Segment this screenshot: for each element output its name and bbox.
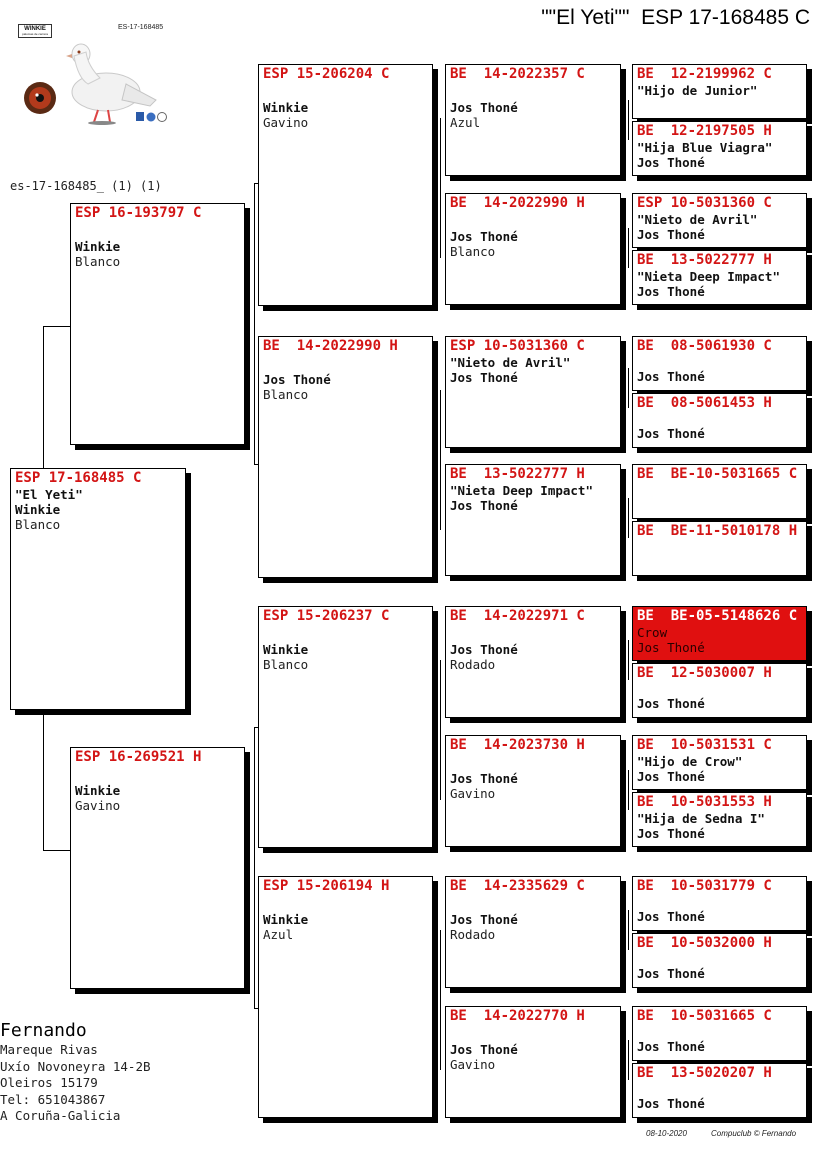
owner-line: Mareque Rivas — [0, 1042, 98, 1057]
ring-number: BE 14-2022971 C — [450, 608, 585, 624]
ring-number: BE 14-2022357 C — [450, 66, 585, 82]
bird-breeder: Winkie — [263, 912, 309, 927]
bird-breeder: Winkie — [15, 502, 61, 517]
bird-card-g5-7[interactable] — [632, 464, 807, 519]
bird-color: Blanco — [263, 657, 309, 672]
ring-number: BE 10-5031779 C — [637, 878, 772, 894]
bird-breeder: Jos Thoné — [450, 100, 518, 115]
bird-nickname: Crow — [637, 625, 668, 640]
bird-card-g5-3[interactable] — [632, 193, 807, 248]
ring-number: BE BE-05-5148626 C — [637, 608, 798, 624]
ring-number: ESP 10-5031360 C — [637, 195, 772, 211]
ring-number: BE 10-5032000 H — [637, 935, 772, 951]
ring-number: BE BE-11-5010178 H — [637, 523, 798, 539]
ring-number: ESP 16-193797 C — [75, 205, 202, 221]
connector-subject-dam — [43, 708, 71, 851]
bird-card-g4-2[interactable] — [445, 193, 621, 305]
bird-breeder: Jos Thoné — [450, 229, 518, 244]
pigeon-photo — [18, 22, 168, 132]
bird-color: Gavino — [450, 786, 496, 801]
owner-line: A Coruña-Galicia — [0, 1108, 121, 1123]
connector-subject-sire — [43, 326, 71, 470]
bird-breeder: Jos Thoné — [637, 369, 705, 384]
bird-nickname: "Hijo de Junior" — [637, 83, 758, 98]
bird-color: Blanco — [75, 254, 121, 269]
owner-line: Oleiros 15179 — [0, 1075, 98, 1090]
bird-card-g5-1[interactable] — [632, 64, 807, 119]
ring-number: BE BE-10-5031665 C — [637, 466, 798, 482]
ring-number: BE 14-2022770 H — [450, 1008, 585, 1024]
bird-nickname: "El Yeti" — [15, 487, 83, 502]
bird-breeder: Jos Thoné — [450, 498, 518, 513]
pedigree-title: ""El Yeti"" ESP 17-168485 C — [541, 6, 810, 29]
bird-breeder: Jos Thoné — [637, 640, 705, 655]
bird-card-g4-4[interactable] — [445, 464, 621, 576]
bird-nickname: "Nieto de Avril" — [637, 212, 758, 227]
ring-number: BE 08-5061930 C — [637, 338, 772, 354]
bird-breeder: Jos Thoné — [637, 769, 705, 784]
bird-nickname: "Nieto de Avril" — [450, 355, 571, 370]
bird-card-g4-1[interactable] — [445, 64, 621, 176]
bird-card-g5-14[interactable] — [632, 933, 807, 988]
bird-card-g4-5[interactable] — [445, 606, 621, 718]
bird-card-g4-3[interactable] — [445, 336, 621, 448]
bird-card-g5-9-highlighted[interactable] — [632, 606, 807, 661]
ring-number: BE 12-2199962 C — [637, 66, 772, 82]
bird-color: Blanco — [450, 244, 496, 259]
reference-code: es-17-168485_ (1) (1) — [10, 179, 162, 193]
header-small-ring: ES-17-168485 — [118, 24, 164, 31]
ring-number: BE 12-5030007 H — [637, 665, 772, 681]
bird-breeder: Jos Thoné — [637, 1039, 705, 1054]
bird-card-g5-13[interactable] — [632, 876, 807, 931]
bird-color: Gavino — [263, 115, 309, 130]
bird-nickname: "Nieta Deep Impact" — [450, 483, 593, 498]
bird-card-g4-7[interactable] — [445, 876, 621, 988]
bird-card-sire[interactable] — [70, 203, 245, 445]
bird-breeder: Winkie — [263, 100, 309, 115]
ring-number: BE 10-5031665 C — [637, 1008, 772, 1024]
bird-card-g5-11[interactable] — [632, 735, 807, 790]
program-credit: Compuclub © Fernando — [711, 1129, 797, 1138]
bird-card-g5-4[interactable] — [632, 250, 807, 305]
ring-number: ESP 15-206204 C — [263, 66, 390, 82]
ring-number: BE 13-5022777 H — [637, 252, 772, 268]
bird-card-g5-6[interactable] — [632, 393, 807, 448]
bird-breeder: Jos Thoné — [637, 826, 705, 841]
ring-number: BE 08-5061453 H — [637, 395, 772, 411]
bird-breeder: Jos Thoné — [637, 1096, 705, 1111]
ring-number: BE 10-5031531 C — [637, 737, 772, 753]
bird-card-g5-5[interactable] — [632, 336, 807, 391]
bird-breeder: Jos Thoné — [263, 372, 331, 387]
bird-breeder: Jos Thoné — [637, 155, 705, 170]
ring-number: ESP 17-168485 C — [15, 470, 142, 486]
bird-color: Rodado — [450, 657, 496, 672]
bird-breeder: Jos Thoné — [450, 771, 518, 786]
ring-number: ESP 10-5031360 C — [450, 338, 585, 354]
bird-nickname: "Hijo de Crow" — [637, 754, 743, 769]
ring-number: ESP 15-206194 H — [263, 878, 390, 894]
bird-card-g4-6[interactable] — [445, 735, 621, 847]
ring-number: BE 13-5022777 H — [450, 466, 585, 482]
bird-card-g3-3[interactable] — [258, 606, 433, 848]
ring-number: BE 14-2022990 H — [263, 338, 398, 354]
bird-card-g5-16[interactable] — [632, 1063, 807, 1118]
bird-card-g5-2[interactable] — [632, 121, 807, 176]
bird-breeder: Jos Thoné — [637, 227, 705, 242]
bird-color: Blanco — [15, 517, 61, 532]
bird-card-dam[interactable] — [70, 747, 245, 989]
ring-number: ESP 16-269521 H — [75, 749, 202, 765]
owner-line: Uxío Novoneyra 14-2B — [0, 1058, 151, 1074]
bird-nickname: "Nieta Deep Impact" — [637, 269, 780, 284]
bird-color: Blanco — [263, 387, 309, 402]
ring-number: BE 14-2335629 C — [450, 878, 585, 894]
owner-address — [0, 1020, 151, 1125]
bird-breeder: Jos Thoné — [450, 642, 518, 657]
bird-card-g3-2[interactable] — [258, 336, 433, 578]
bird-breeder: Jos Thoné — [637, 966, 705, 981]
ring-number: ESP 15-206237 C — [263, 608, 390, 624]
ring-number: BE 14-2022990 H — [450, 195, 585, 211]
bird-breeder: Jos Thoné — [637, 696, 705, 711]
bird-nickname: "Hija de Sedna I" — [637, 811, 765, 826]
bird-color: Rodado — [450, 927, 496, 942]
bird-breeder: Jos Thoné — [637, 284, 705, 299]
ring-number: BE 12-2197505 H — [637, 123, 772, 139]
owner-phone: Tel: 651043867 — [0, 1091, 106, 1107]
bird-breeder: Jos Thoné — [450, 1042, 518, 1057]
bird-breeder: Jos Thoné — [450, 370, 518, 385]
bird-color: Azul — [450, 115, 481, 130]
bird-color: Azul — [263, 927, 294, 942]
bird-breeder: Jos Thoné — [637, 426, 705, 441]
bird-breeder: Jos Thoné — [450, 912, 518, 927]
winkie-logo: WINKIE palomas de carrera — [18, 24, 52, 38]
bird-card-g3-1[interactable] — [258, 64, 433, 306]
bird-breeder: Winkie — [75, 783, 121, 798]
bird-card-subject[interactable] — [10, 468, 186, 710]
bird-color: Gavino — [450, 1057, 496, 1072]
bird-card-g5-8[interactable] — [632, 521, 807, 576]
bird-breeder: Winkie — [263, 642, 309, 657]
ring-number: BE 10-5031553 H — [637, 794, 772, 810]
bird-card-g5-12[interactable] — [632, 792, 807, 847]
ring-number: BE 14-2023730 H — [450, 737, 585, 753]
ring-number: BE 13-5020207 H — [637, 1065, 772, 1081]
bird-card-g4-8[interactable] — [445, 1006, 621, 1118]
print-date: 08-10-2020 — [646, 1129, 687, 1138]
bird-card-g5-10[interactable] — [632, 663, 807, 718]
bird-card-g3-4[interactable] — [258, 876, 433, 1118]
owner-name: Fernando — [0, 1020, 87, 1041]
bird-color: Gavino — [75, 798, 121, 813]
bird-nickname: "Hija Blue Viagra" — [637, 140, 773, 155]
bird-breeder: Jos Thoné — [637, 909, 705, 924]
bird-card-g5-15[interactable] — [632, 1006, 807, 1061]
bird-breeder: Winkie — [75, 239, 121, 254]
